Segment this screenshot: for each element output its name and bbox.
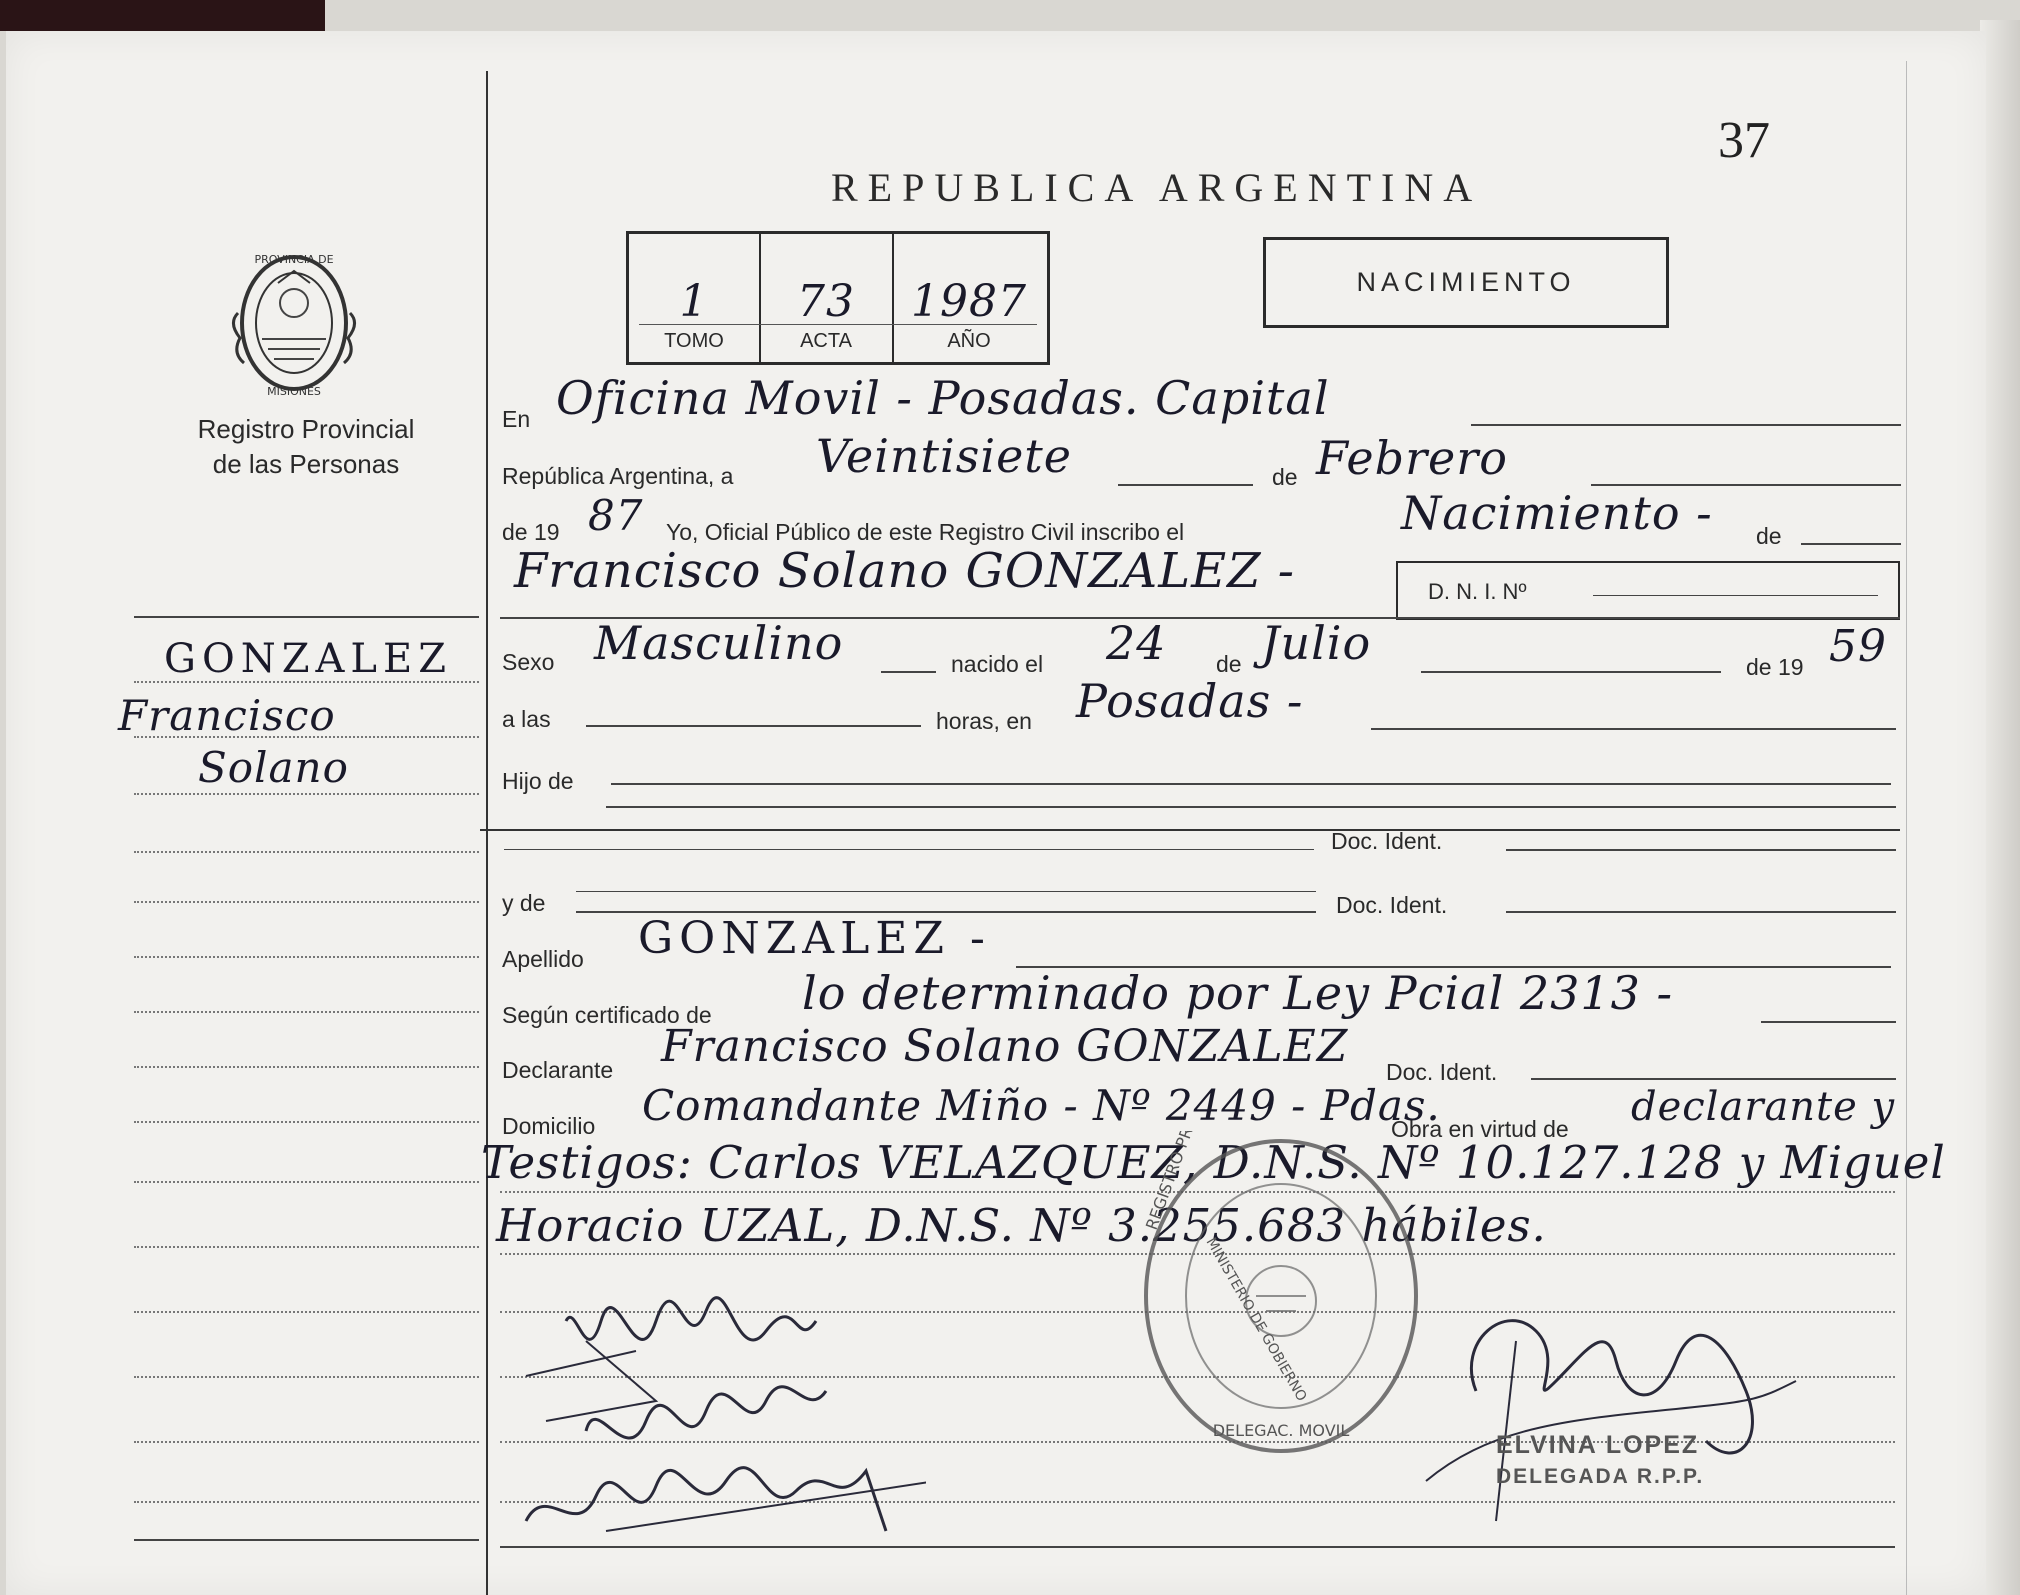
registry-line2: de las Personas	[212, 449, 400, 479]
label-declarante: Declarante	[502, 1057, 614, 1083]
label-de-mes: de	[1272, 464, 1298, 490]
entry-mes: Febrero	[1316, 431, 1508, 485]
officer-name: ELVINA LOPEZ	[1496, 1431, 1700, 1459]
acta-value: 73	[797, 276, 855, 327]
label-hijo-de: Hijo de	[502, 768, 574, 794]
label-de-mes2: de	[1216, 651, 1242, 677]
entry-apellido: GONZALEZ -	[638, 913, 991, 964]
label-de-19-nac: de 19	[1746, 654, 1804, 680]
dni-box	[1396, 561, 1900, 620]
label-republica: República Argentina, a	[502, 463, 734, 489]
seal-top-text: PROVINCIA DE	[254, 253, 334, 266]
entry-testigos-1: Testigos: Carlos VELAZQUEZ, D.N.S. Nº 10.127.128 y Miguel	[481, 1136, 1946, 1189]
official-stamp	[1136, 1131, 1426, 1461]
entry-anio: 87	[588, 491, 644, 540]
anio-value: 1987	[911, 276, 1027, 327]
entry-dia: Veintisiete	[816, 429, 1073, 483]
entry-sexo: Masculino	[594, 616, 844, 670]
page-right-rule	[1906, 61, 1907, 1595]
margin-given2: Solano	[198, 743, 349, 792]
label-de-19: de 19	[502, 519, 560, 545]
label-doc-ident-2: Doc. Ident.	[1336, 892, 1448, 918]
label-yo-oficial: Yo, Oficial Público de este Registro Civil inscribo el	[666, 519, 1185, 545]
entry-oficina: Oficina Movil - Posadas. Capital	[556, 371, 1330, 425]
label-dni: D. N. I. Nº	[1428, 579, 1527, 604]
entry-domicilio: Comandante Miño - Nº 2449 - Pdas.	[642, 1081, 1441, 1130]
label-de-after: de	[1756, 523, 1782, 549]
entry-acto: Nacimiento -	[1401, 486, 1713, 540]
label-sexo: Sexo	[502, 649, 555, 675]
label-segun: Según certificado de	[502, 1002, 712, 1028]
country-title: REPUBLICA ARGENTINA	[831, 165, 1483, 210]
stamp-bottom-text: DELEGAC. MOVIL	[1212, 1421, 1350, 1440]
anio-label: AÑO	[947, 330, 991, 352]
act-type-box	[1263, 237, 1669, 328]
entry-anio-nac: 59	[1829, 621, 1887, 672]
entry-dia-nac: 24	[1106, 616, 1167, 670]
page-number: 37	[1718, 112, 1770, 169]
act-type: NACIMIENTO	[1356, 267, 1576, 297]
acta-label: ACTA	[800, 330, 852, 352]
witness-signatures	[506, 1281, 926, 1571]
label-y-de: y de	[502, 890, 546, 916]
label-domicilio: Domicilio	[502, 1113, 596, 1139]
page-edge	[1980, 20, 2020, 1595]
stamp-outer-text: REGISTRO PROVINCIAL	[1141, 1131, 1223, 1233]
label-en: En	[502, 406, 531, 432]
seal-bottom-text: MISIONES	[267, 385, 321, 398]
tomo-label: TOMO	[664, 330, 724, 352]
background-dark-strip	[0, 0, 325, 31]
label-nacido-el: nacido el	[951, 651, 1044, 677]
entry-nombre: Francisco Solano GONZALEZ -	[514, 543, 1295, 599]
entry-virtud: declarante y	[1631, 1084, 1896, 1130]
column-divider	[486, 71, 488, 1595]
margin-surname: GONZALEZ	[164, 636, 452, 682]
tomo-value: 1	[679, 276, 709, 327]
entry-certificado: lo determinado por Ley Pcial 2313 -	[802, 966, 1674, 1020]
officer-signature	[1406, 1281, 1806, 1541]
margin-given1: Francisco	[118, 691, 336, 740]
record-box	[626, 231, 1050, 365]
register-page	[6, 31, 1986, 1595]
label-obra: Obra en virtud de	[1391, 1116, 1569, 1142]
province-seal-emblem	[228, 243, 360, 405]
entry-mes-nac: Julio	[1261, 616, 1372, 670]
label-doc-ident-3: Doc. Ident.	[1386, 1059, 1498, 1085]
entry-declarante: Francisco Solano GONZALEZ	[661, 1021, 1349, 1072]
entry-lugar: Posadas -	[1076, 674, 1304, 728]
label-a-las: a las	[502, 706, 551, 732]
label-apellido: Apellido	[502, 946, 584, 972]
entry-testigos-2: Horacio UZAL, D.N.S. Nº 3.255.683 hábiles.	[496, 1199, 1547, 1252]
officer-title: DELEGADA R.P.P.	[1496, 1465, 1705, 1488]
stamp-inner-text: MINISTERIO DE GOBIERNO	[1202, 1235, 1310, 1405]
margin-top-rule	[134, 616, 479, 618]
label-doc-ident-1: Doc. Ident.	[1331, 828, 1443, 854]
label-horas-en: horas, en	[936, 708, 1032, 734]
registry-line1: Registro Provincial	[197, 414, 415, 444]
